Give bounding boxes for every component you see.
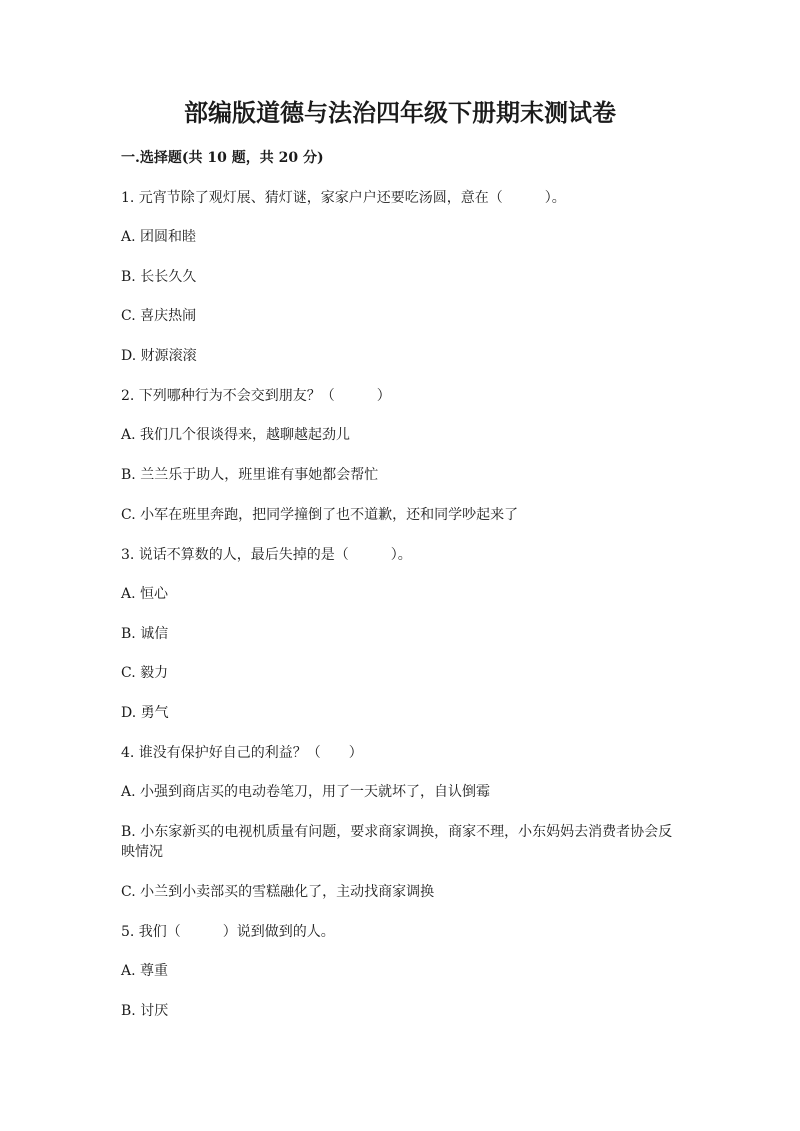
- option-3d: D. 勇气: [121, 705, 169, 721]
- question-stem-4: 4. 谁没有保护好自己的利益？（ ）: [121, 745, 363, 761]
- option-1d: D. 财源滚滚: [121, 348, 197, 364]
- option-1a: A. 团圆和睦: [121, 229, 197, 245]
- option-3b: B. 诚信: [121, 626, 169, 642]
- option-5a: A. 尊重: [121, 963, 169, 979]
- option-1c: C. 喜庆热闹: [121, 308, 197, 324]
- option-2b: B. 兰兰乐于助人，班里谁有事她都会帮忙: [121, 467, 379, 483]
- question-stem-1: 1. 元宵节除了观灯展、猜灯谜，家家户户还要吃汤圆，意在（ ）。: [121, 190, 566, 206]
- question-stem-5: 5. 我们（ ）说到做到的人。: [121, 924, 335, 940]
- option-3a: A. 恒心: [121, 586, 169, 602]
- option-5b: B. 讨厌: [121, 1003, 169, 1019]
- option-3c: C. 毅力: [121, 665, 169, 681]
- section-header: 一.选择题(共 10 题，共 20 分): [121, 150, 324, 166]
- option-2a: A. 我们几个很谈得来，越聊越起劲儿: [121, 427, 351, 443]
- option-4c: C. 小兰到小卖部买的雪糕融化了，主动找商家调换: [121, 884, 435, 900]
- option-2c: C. 小军在班里奔跑，把同学撞倒了也不道歉，还和同学吵起来了: [121, 507, 519, 523]
- option-4b: B. 小东家新买的电视机质量有问题，要求商家调换，商家不理，小东妈妈去消费者协会反映情况: [121, 824, 673, 860]
- page-title: 部编版道德与法治四年级下册期末测试卷: [184, 98, 616, 127]
- option-4a: A. 小强到商店买的电动卷笔刀，用了一天就坏了，自认倒霉: [121, 784, 491, 800]
- question-stem-3: 3. 说话不算数的人，最后失掉的是（ ）。: [121, 547, 412, 563]
- question-stem-2: 2. 下列哪种行为不会交到朋友？（ ）: [121, 388, 391, 404]
- option-1b: B. 长长久久: [121, 269, 197, 285]
